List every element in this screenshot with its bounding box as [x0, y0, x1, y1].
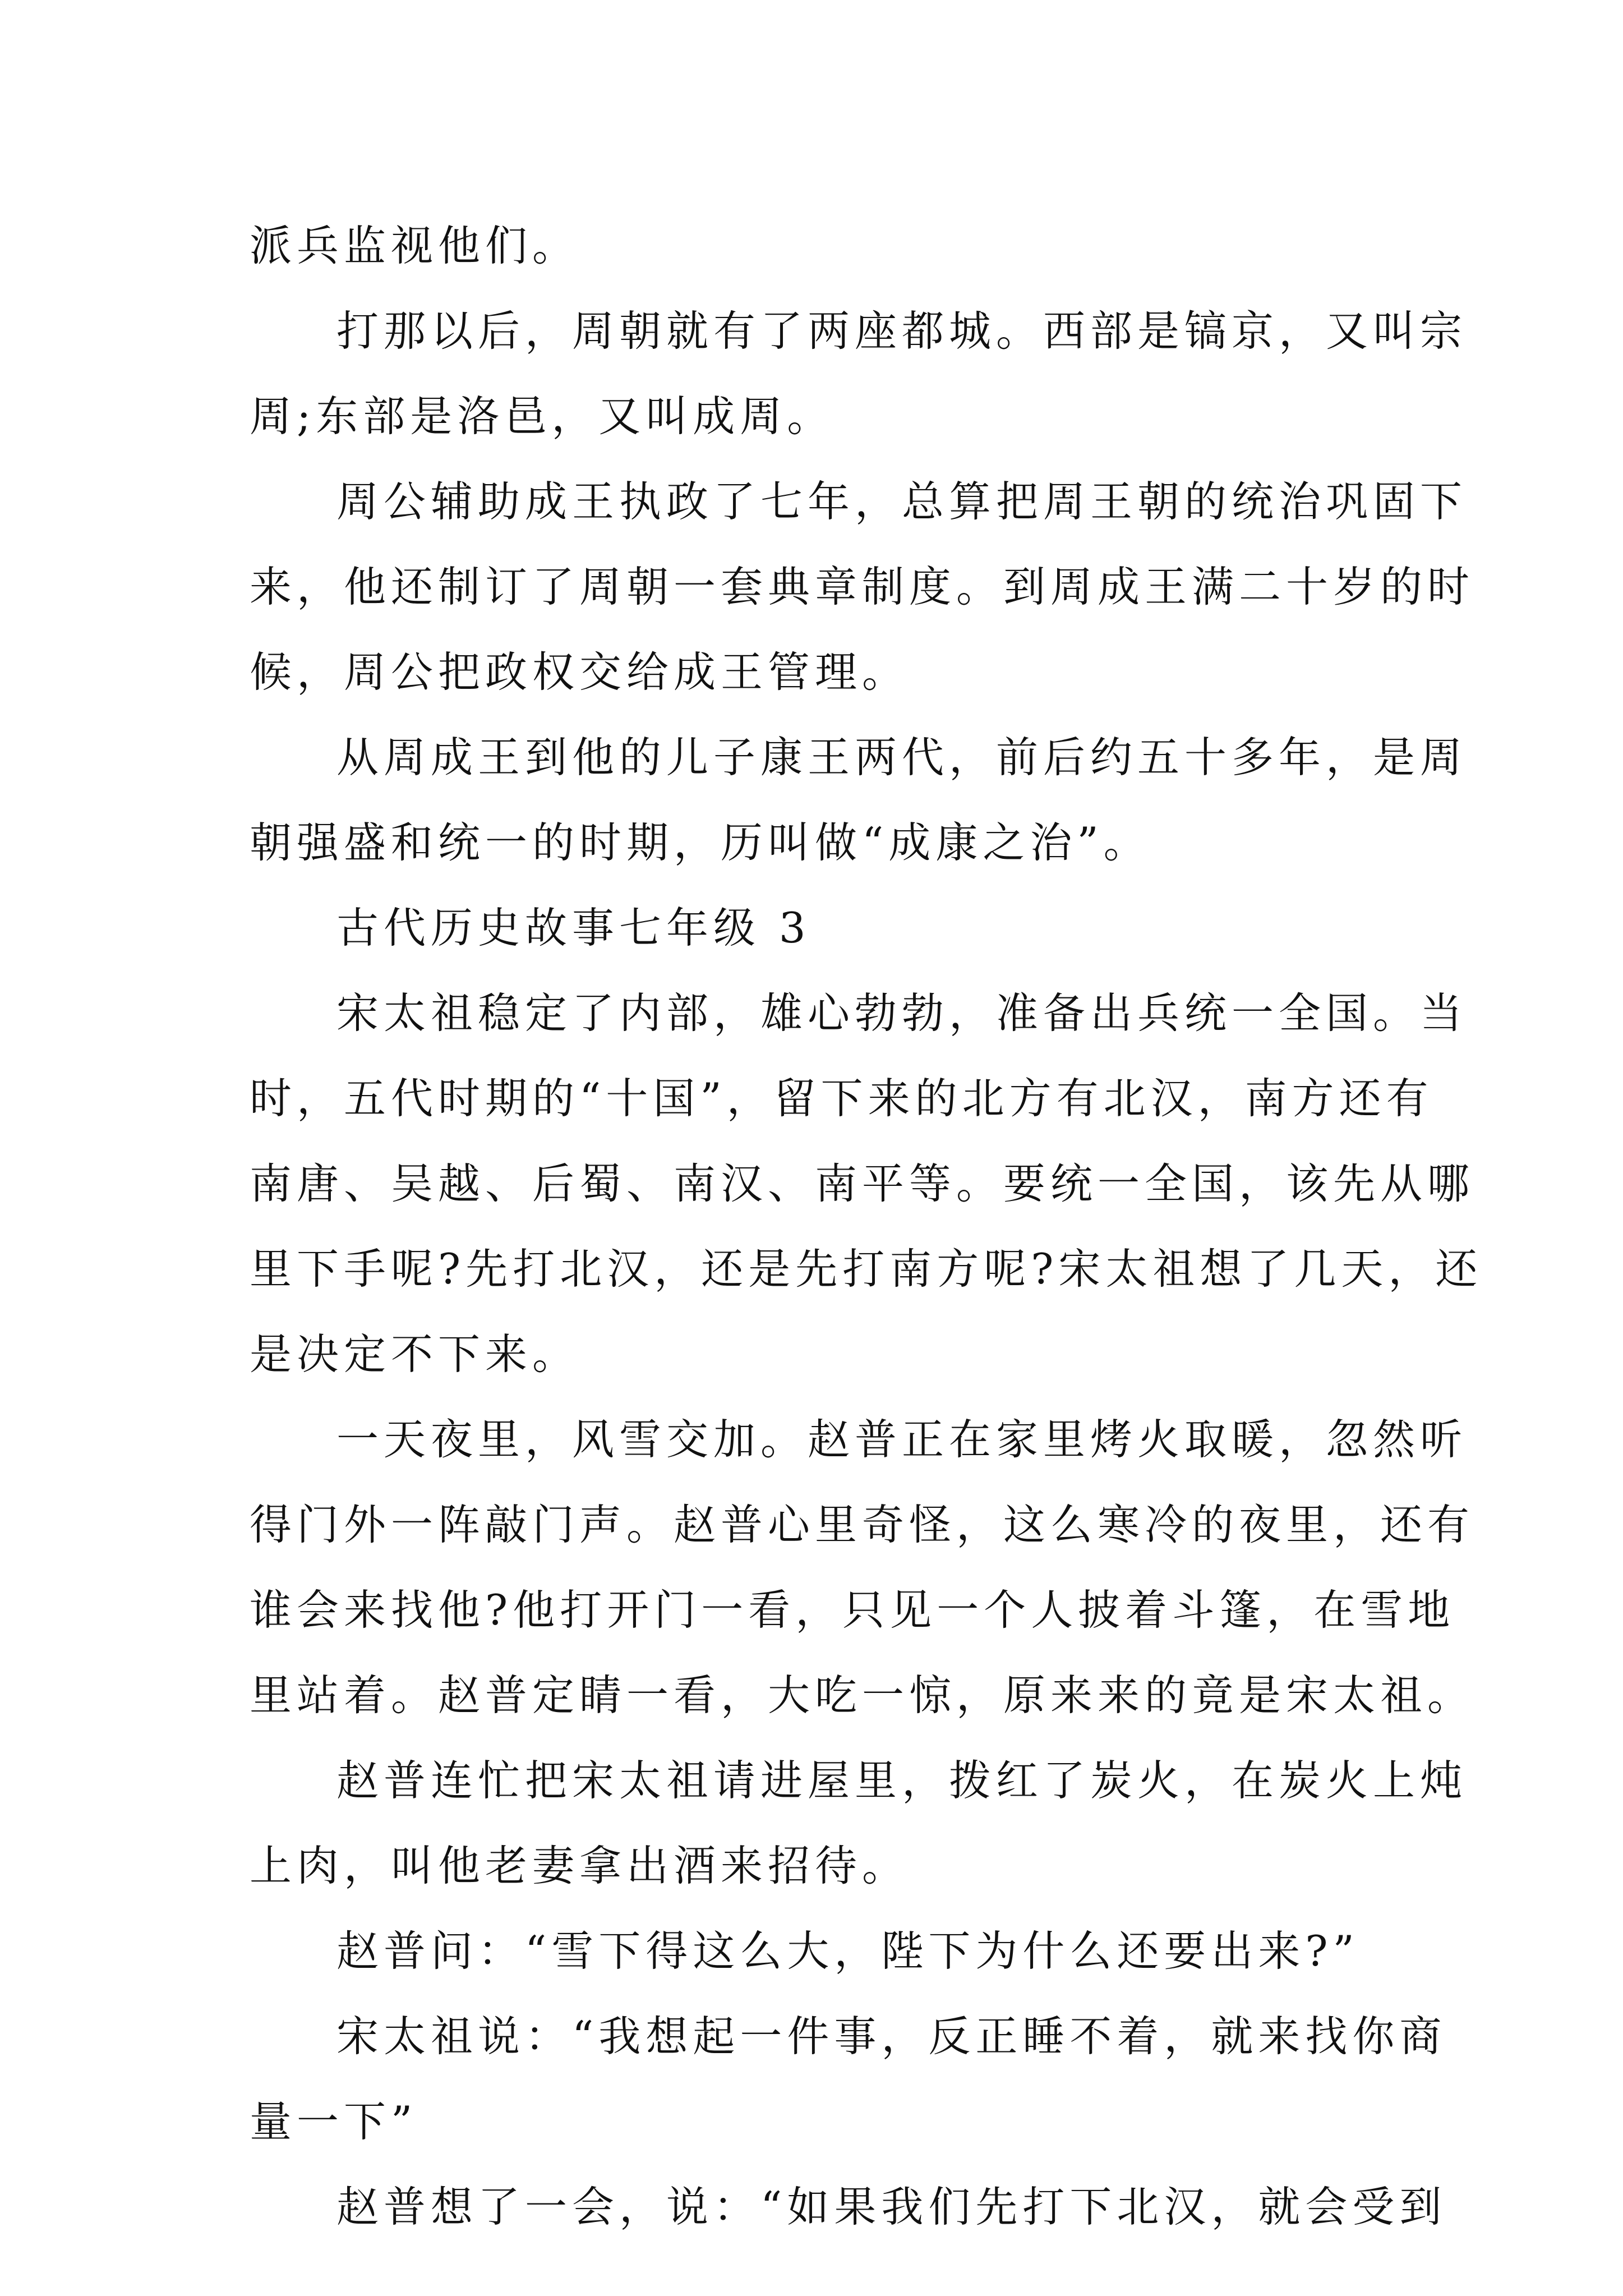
text-line: 是决定不下来。 [250, 1329, 580, 1379]
text-line: 赵普想了一会，说：“如果我们先打下北汉，就会受到 [336, 2182, 1447, 2231]
text-line: 赵普问：“雪下得这么大，陛下为什么还要出来?” [336, 1926, 1359, 1976]
text-line: 周公辅助成王执政了七年，总算把周王朝的统治巩固下 [336, 477, 1468, 526]
text-line: 一天夜里，风雪交加。赵普正在家里烤火取暖，忽然听 [336, 1415, 1468, 1464]
text-line: 候，周公把政权交给成王管理。 [250, 647, 910, 697]
text-line: 宋太祖说：“我想起一件事，反正睡不着，就来找你商 [336, 2012, 1447, 2061]
text-line: 从周成王到他的儿子康王两代，前后约五十多年，是周 [336, 733, 1468, 782]
text-line: 来，他还制订了周朝一套典章制度。到周成王满二十岁的时 [250, 562, 1475, 611]
section-heading: 古代历史故事七年级 3 [336, 903, 811, 953]
text-line: 赵普连忙把宋太祖请进屋里，拨红了炭火，在炭火上炖 [336, 1756, 1468, 1805]
text-line: 时，五代时期的“十国”，留下来的北方有北汉，南方还有 [250, 1074, 1433, 1123]
text-line: 里下手呢?先打北汉，还是先打南方呢?宋太祖想了几天，还 [250, 1244, 1483, 1294]
text-line: 里站着。赵普定睛一看，大吃一惊，原来来的竟是宋太祖。 [250, 1671, 1475, 1720]
text-line: 派兵监视他们。 [250, 221, 580, 270]
text-line: 谁会来找他?他打开门一看，只见一个人披着斗篷，在雪地 [250, 1585, 1455, 1635]
text-line: 量一下” [250, 2097, 418, 2146]
text-line: 宋太祖稳定了内部，雄心勃勃，准备出兵统一全国。当 [336, 988, 1468, 1038]
text-line: 周;东部是洛邑，又叫成周。 [250, 392, 834, 441]
text-line: 得门外一阵敲门声。赵普心里奇怪，这么寒冷的夜里，还有 [250, 1500, 1475, 1549]
text-line: 朝强盛和统一的时期，历叫做“成康之治”。 [250, 818, 1151, 867]
text-line: 南唐、吴越、后蜀、南汉、南平等。要统一全国，该先从哪 [250, 1159, 1475, 1208]
text-line: 打那以后，周朝就有了两座都城。西部是镐京，又叫宗 [336, 306, 1468, 356]
text-line: 上肉，叫他老妻拿出酒来招待。 [250, 1841, 910, 1890]
